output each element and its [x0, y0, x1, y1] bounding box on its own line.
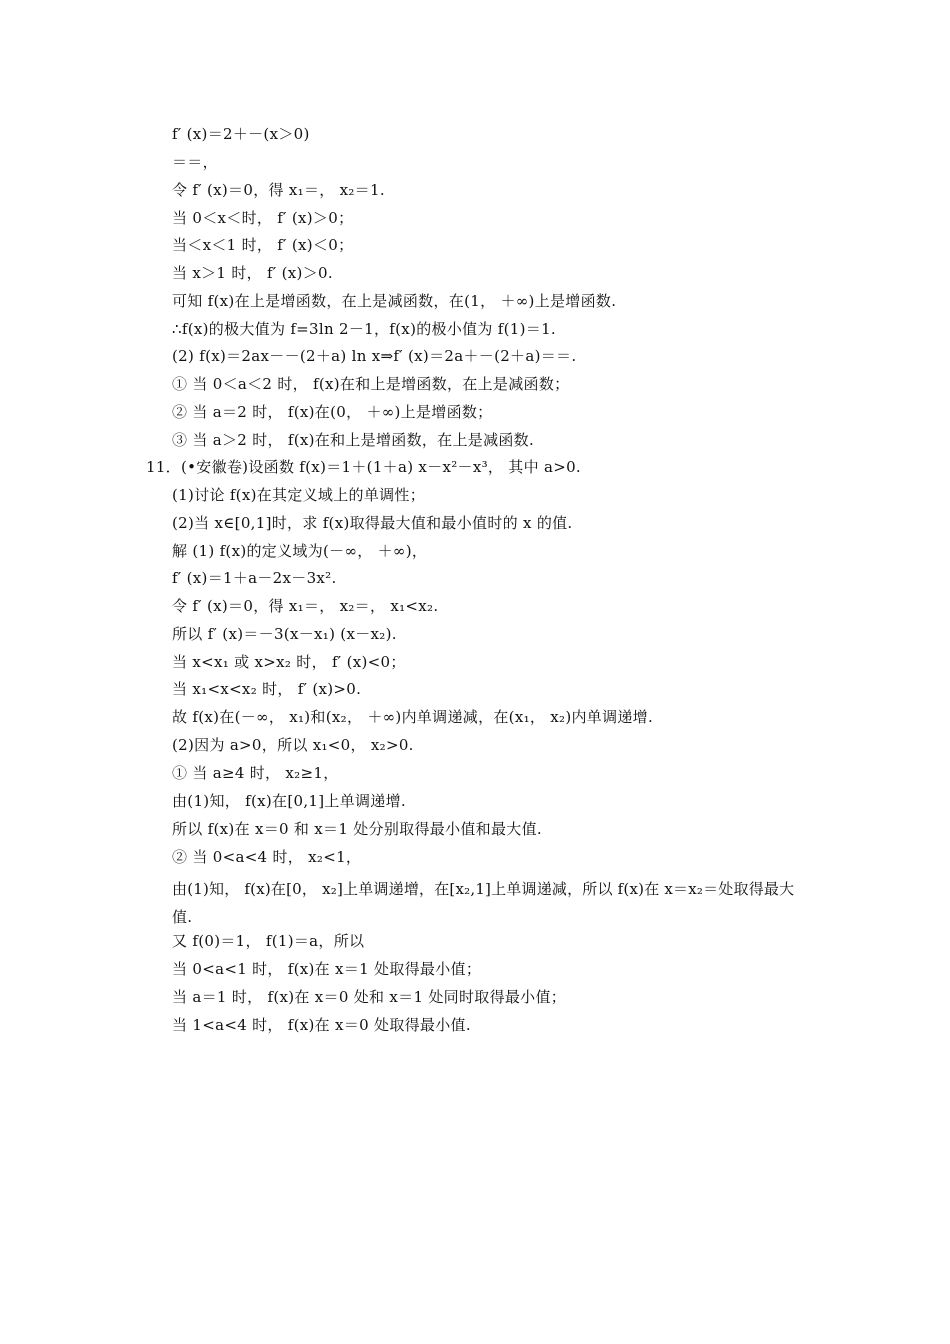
- text-line: 所以 f(x)在 x＝0 和 x＝1 处分别取得最小值和最大值.: [172, 820, 542, 838]
- text-line: (1)讨论 f(x)在其定义域上的单调性；: [172, 486, 426, 504]
- text-line: 当 1<a<4 时， f(x)在 x＝0 处取得最小值.: [172, 1016, 471, 1034]
- text-line: 解 (1) f(x)的定义域为(－∞， ＋∞)，: [172, 542, 428, 560]
- text-line: 可知 f(x)在上是增函数，在上是减函数，在(1， ＋∞)上是增函数.: [172, 292, 617, 310]
- text-line: (2)当 x∈[0,1]时，求 f(x)取得最大值和最小值时的 x 的值.: [172, 514, 573, 532]
- text-line: ① 当 0＜a＜2 时， f(x)在和上是增函数，在上是减函数；: [172, 375, 570, 393]
- text-line: 当 x＞1 时， f′ (x)＞0.: [172, 264, 333, 282]
- text-line: ③ 当 a＞2 时， f(x)在和上是增函数，在上是减函数.: [172, 431, 535, 449]
- text-line: ② 当 0<a<4 时， x₂<1，: [172, 848, 362, 866]
- text-line: 当 0<a<1 时， f(x)在 x＝1 处取得最小值；: [172, 960, 482, 978]
- text-line: 当 x₁<x<x₂ 时， f′ (x)>0.: [172, 680, 362, 698]
- text-line: 令 f′ (x)＝0，得 x₁＝， x₂＝， x₁<x₂.: [172, 597, 439, 615]
- text-line: ① 当 a≥4 时， x₂≥1，: [172, 764, 339, 782]
- text-line: 故 f(x)在(－∞， x₁)和(x₂， ＋∞)内单调递减，在(x₁， x₂)内单调递增.: [172, 708, 654, 726]
- text-line: 当 x<x₁ 或 x>x₂ 时， f′ (x)<0；: [172, 653, 406, 671]
- text-line: 又 f(0)＝1， f(1)＝a，所以: [172, 932, 365, 950]
- text-line: 当 0＜x＜时， f′ (x)＞0；: [172, 209, 354, 227]
- text-line: (2)因为 a>0，所以 x₁<0， x₂>0.: [172, 736, 414, 754]
- text-line: f′ (x)＝1＋a－2x－3x².: [172, 569, 337, 587]
- text-line: 当 a＝1 时， f(x)在 x＝0 处和 x＝1 处同时取得最小值；: [172, 988, 567, 1006]
- text-line: ② 当 a＝2 时， f(x)在(0， ＋∞)上是增函数；: [172, 403, 493, 421]
- text-line: ＝＝，: [172, 153, 218, 171]
- text-line: 当＜x＜1 时， f′ (x)＜0；: [172, 236, 354, 254]
- text-line: f′ (x)＝2＋－(x＞0): [172, 125, 310, 143]
- text-line: 令 f′ (x)＝0，得 x₁＝， x₂＝1.: [172, 181, 385, 199]
- text-line: ∴f(x)的极大值为 f=3ln 2－1，f(x)的极小值为 f(1)＝1.: [172, 320, 556, 338]
- text-line: (2) f(x)＝2ax－－(2＋a) ln x⇒f′ (x)＝2a＋－(2＋a)＝＝.: [172, 347, 577, 365]
- text-line: 由(1)知， f(x)在[0,1]上单调递增.: [172, 792, 406, 810]
- text-line: 由(1)知， f(x)在[0， x₂]上单调递增，在[x₂,1]上单调递减，所以 f(x)在 x＝x₂＝处取得最大值.: [172, 880, 795, 926]
- text-line: 所以 f′ (x)＝－3(x－x₁) (x－x₂).: [172, 625, 397, 643]
- problem-heading: 11．(•安徽卷)设函数 f(x)＝1＋(1＋a) x－x²－x³， 其中 a>0.: [146, 458, 581, 476]
